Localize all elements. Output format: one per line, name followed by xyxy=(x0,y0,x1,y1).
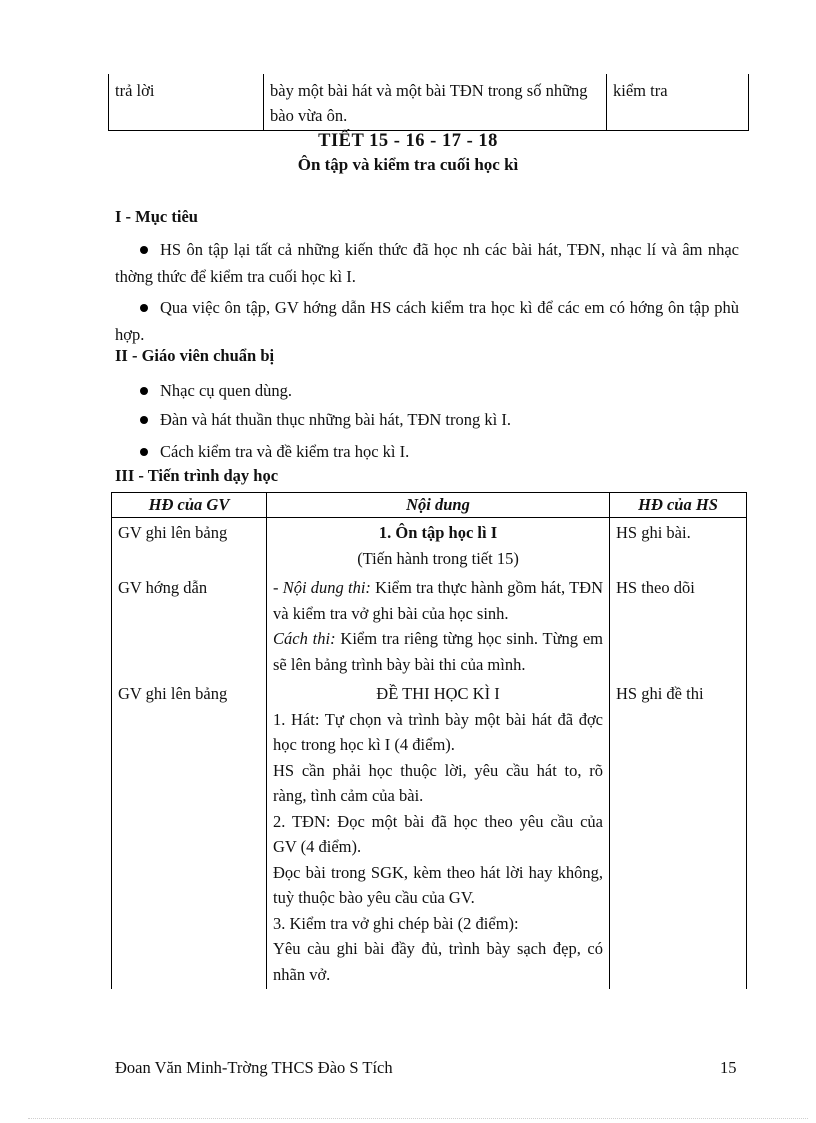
content-cell xyxy=(267,679,610,989)
bullet-icon xyxy=(140,246,148,254)
column-header-student: HĐ của HS xyxy=(610,493,747,518)
preparation-item: Nhạc cụ quen dùng. xyxy=(115,379,292,403)
exam-item: Yêu càu ghi bài đầy đủ, trình bày sạch đẹp, có nhãn vở. xyxy=(273,939,603,984)
footer-author: Đoan Văn Minh-Trờng THCS Đào S Tích xyxy=(115,1058,393,1077)
exam-method-label: Cách thi: xyxy=(273,629,336,648)
table-cell: trả lời xyxy=(109,74,264,131)
student-activity: HS ghi đề thi xyxy=(610,679,747,989)
table-cell: kiểm tra xyxy=(607,74,749,131)
exam-item: 1. Hát: Tự chọn và trình bày một bài hát đã đợc học trong học kì I (4 điểm). xyxy=(273,709,603,754)
previous-table-fragment xyxy=(108,74,749,131)
preparation-item: Đàn và hát thuần thục những bài hát, TĐN trong kì I. xyxy=(115,408,511,432)
student-activity: HS theo dõi xyxy=(610,573,747,679)
exam-content-paragraph: - Nội dung thi: Kiểm tra thực hành gồm hát, TĐN và kiểm tra vở ghi bài của học sinh. xyxy=(273,578,603,623)
section-heading-procedure: III - Tiến trình dạy học xyxy=(115,466,279,485)
teacher-activity: GV ghi lên bảng xyxy=(112,679,267,989)
bullet-icon xyxy=(140,448,148,456)
page-divider xyxy=(28,1118,808,1119)
exam-item: Đọc bài trong SGK, kèm theo hát lời hay không, tuỳ thuộc bào yêu cầu của GV. xyxy=(273,862,603,907)
page-number: 15 xyxy=(720,1058,737,1077)
content-heading: 1. Ôn tập học lì I xyxy=(378,523,498,542)
table-row xyxy=(112,518,747,574)
teacher-activity: GV hớng dẫn xyxy=(112,573,267,679)
teacher-activity: GV ghi lên bảng xyxy=(112,518,267,574)
exam-item: HS cần phải học thuộc lời, yêu cầu hát to, rõ ràng, tình cảm của bài. xyxy=(273,760,603,805)
bullet-icon xyxy=(140,304,148,312)
content-note: (Tiến hành trong tiết 15) xyxy=(357,548,519,568)
exam-item: 2. TĐN: Đọc một bài đã học theo yêu cầu của GV (4 điểm). xyxy=(273,811,603,856)
lesson-title: TIẾT 15 - 16 - 17 - 18 xyxy=(318,131,498,151)
section-heading-preparation: II - Giáo viên chuẩn bị xyxy=(115,346,275,365)
student-activity: HS ghi bài. xyxy=(610,518,747,574)
table-header-row xyxy=(112,493,747,518)
bullet-icon xyxy=(140,387,148,395)
table-row xyxy=(109,74,749,131)
objective-item: Qua việc ôn tập, GV hớng dẫn HS cách kiểm tra học kì để các em có hớng ôn tập phù hợp. xyxy=(115,298,739,344)
table-row xyxy=(112,573,747,679)
lesson-procedure-table xyxy=(111,492,747,989)
bullet-icon xyxy=(140,416,148,424)
content-cell xyxy=(267,518,610,574)
lesson-subtitle: Ôn tập và kiểm tra cuối học kì xyxy=(297,155,519,174)
table-row xyxy=(112,679,747,989)
content-cell xyxy=(267,573,610,679)
exam-item: 3. Kiểm tra vở ghi chép bài (2 điểm): xyxy=(273,913,519,933)
objective-item: HS ôn tập lại tất cả những kiến thức đã học nh các bài hát, TĐN, nhạc lí và âm nhạc thờng thức để kiểm tra cuối học kì I. xyxy=(115,240,739,286)
section-heading-objectives: I - Mục tiêu xyxy=(115,207,198,226)
table-cell: bày một bài hát và một bài TĐN trong số những bào vừa ôn. xyxy=(264,74,607,131)
preparation-item: Cách kiểm tra và đề kiểm tra học kì I. xyxy=(115,440,409,464)
column-header-teacher: HĐ của GV xyxy=(112,493,267,518)
exam-method-paragraph: Cách thi: Kiểm tra riêng từng học sinh. Từng em sẽ lên bảng trình bày bài thi của mình. xyxy=(273,629,604,674)
exam-content-label: - Nội dung thi: xyxy=(273,578,371,597)
exam-title: ĐỀ THI HỌC KÌ I xyxy=(376,684,500,703)
column-header-content: Nội dung xyxy=(267,493,610,518)
